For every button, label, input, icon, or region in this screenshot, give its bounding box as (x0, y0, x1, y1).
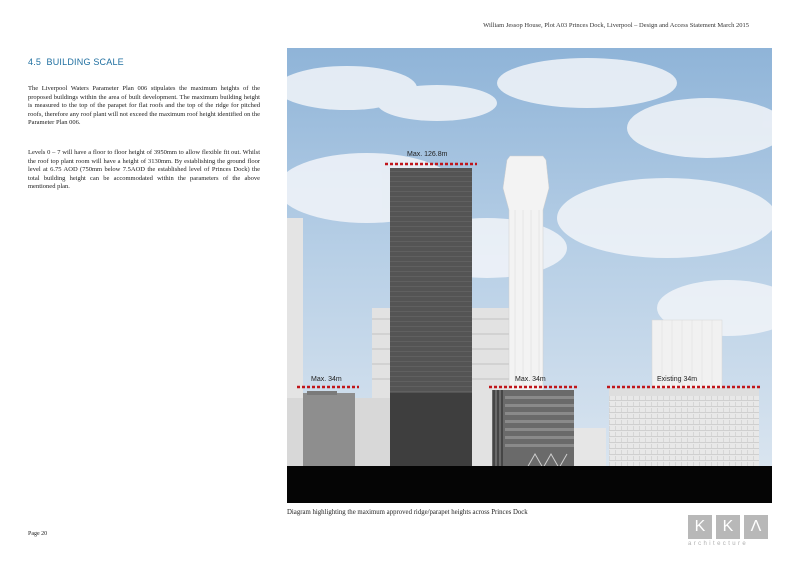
diagram-caption: Diagram highlighting the maximum approved ridge/parapet heights across Princes Dock (287, 509, 528, 516)
section-title (28, 57, 124, 67)
height-label-left: Max. 34m (311, 376, 342, 383)
height-label-right: Existing 34m (657, 376, 698, 383)
kka-logo (688, 515, 778, 547)
infill-building (574, 428, 606, 468)
building-scale-diagram (287, 48, 772, 503)
proposed-building-left (303, 393, 355, 468)
height-label-middle: Max. 34m (515, 376, 546, 383)
logo-letter-2: K (716, 515, 740, 539)
ground-quay (287, 466, 772, 503)
logo-letter-3: Λ (744, 515, 768, 539)
logo-letter-1: K (688, 515, 712, 539)
header-document-title: William Jessop House, Plot A03 Princes Dock, Liverpool – Design and Access Statement March 2015 (483, 22, 749, 29)
page-number: Page 20 (28, 531, 48, 537)
body-paragraph-2: Levels 0 – 7 will have a floor to floor height of 3950mm to allow flexible fit out. Whilst the roof top plant room will have a height of 3130mm. By establishing the ground floor level at 6.75 AOD (750mm below 7.5AOD the established level of Princes Dock) the total building height can be accommodated within the parameters of the above mentioned plan. (28, 149, 260, 191)
existing-building-right (609, 388, 759, 468)
body-paragraph-1: The Liverpool Waters Parameter Plan 006 stipulates the maximum heights of the proposed buildings within the area of built development. The maximum building height is measured to the top of the parapet for flat roofs and the top of the ridge for pitched roofs, therefore any roof plant will not exceed the maximum roof height identified on the Parameter Plan 006. (28, 85, 260, 127)
section-name: BUILDING SCALE (46, 57, 124, 67)
logo-subtitle: architecture (688, 541, 749, 547)
height-label-tower: Max. 126.8m (407, 151, 448, 158)
section-number: 4.5 (28, 57, 42, 67)
white-tower (503, 156, 549, 393)
